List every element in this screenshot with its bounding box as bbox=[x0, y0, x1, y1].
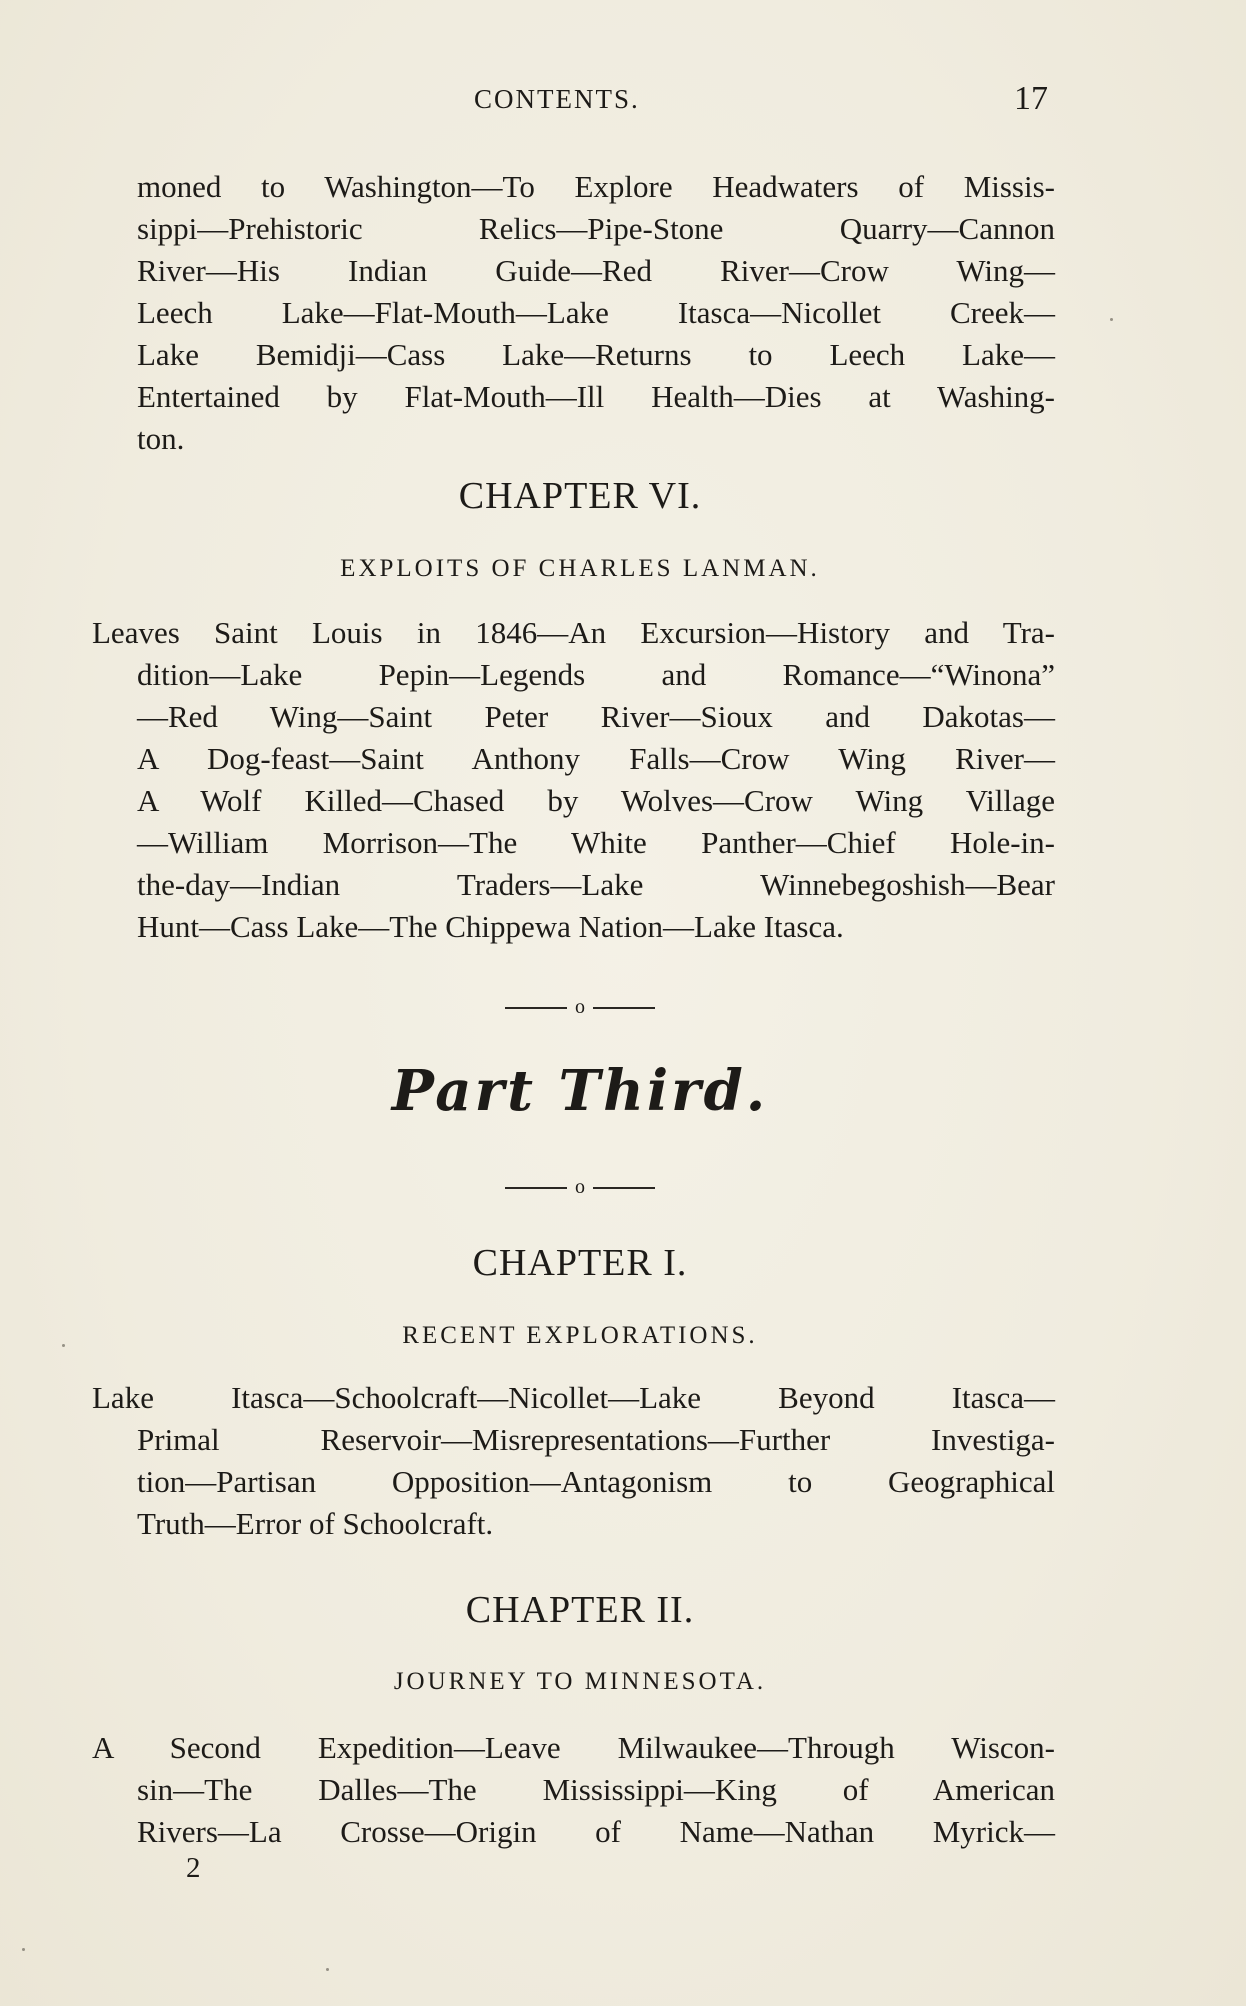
text-line: dition—Lake Pepin—Legends and Romance—“Winona” bbox=[137, 657, 1055, 692]
text-line: —William Morrison—The White Panther—Chief Hole-in- bbox=[137, 825, 1055, 860]
paper-speck bbox=[62, 1344, 65, 1347]
signature-mark: 2 bbox=[186, 1852, 201, 1884]
text-line: tion—Partisan Opposition—Antagonism to Geographical bbox=[137, 1464, 1055, 1499]
text-line: Lake Itasca—Schoolcraft—Nicollet—Lake Beyond Itasca— bbox=[92, 1380, 1055, 1415]
text-line: A Dog-feast—Saint Anthony Falls—Crow Wing River— bbox=[137, 741, 1055, 776]
text-line: Primal Reservoir—Misrepresentations—Further Investiga- bbox=[137, 1422, 1055, 1457]
text-line: Leaves Saint Louis in 1846—An Excursion—History and Tra- bbox=[92, 615, 1055, 650]
text-line: River—His Indian Guide—Red River—Crow Wing— bbox=[137, 253, 1055, 288]
page-number: 17 bbox=[1014, 80, 1048, 117]
text-line: Truth—Error of Schoolcraft. bbox=[137, 1506, 494, 1541]
text-line: A Wolf Killed—Chased by Wolves—Crow Wing Village bbox=[137, 783, 1055, 818]
rule-segment bbox=[593, 1187, 655, 1189]
ornament-rule bbox=[505, 1178, 655, 1198]
text-line: the-day—Indian Traders—Lake Winnebegoshish—Bear bbox=[137, 867, 1055, 902]
chapter-subtitle: JOURNEY TO MINNESOTA. bbox=[393, 1668, 767, 1695]
intro-paragraph bbox=[137, 166, 1055, 460]
text-line: Leech Lake—Flat-Mouth—Lake Itasca—Nicollet Creek— bbox=[137, 295, 1055, 330]
text-line: Rivers—La Crosse—Origin of Name—Nathan Myrick— bbox=[137, 1814, 1055, 1849]
rule-segment bbox=[593, 1007, 655, 1009]
text-line: —Red Wing—Saint Peter River—Sioux and Dakotas— bbox=[137, 699, 1055, 734]
chapter-title: CHAPTER I. bbox=[472, 1242, 688, 1284]
ornament-rule bbox=[505, 998, 655, 1018]
chapter-subtitle: RECENT EXPLORATIONS. bbox=[402, 1322, 758, 1349]
text-line: Hunt—Cass Lake—The Chippewa Nation—Lake Itasca. bbox=[137, 909, 844, 944]
chapter-title: CHAPTER II. bbox=[465, 1589, 695, 1631]
rule-segment bbox=[505, 1007, 567, 1009]
text-line: Lake Bemidji—Cass Lake—Returns to Leech Lake— bbox=[137, 337, 1055, 372]
chapter-subtitle: EXPLOITS OF CHARLES LANMAN. bbox=[340, 555, 820, 582]
paper-speck bbox=[326, 1968, 329, 1971]
paper-speck bbox=[22, 1948, 25, 1951]
rule-mark: o bbox=[575, 996, 585, 1018]
chapter-summary bbox=[92, 1727, 1055, 1853]
text-line: A Second Expedition—Leave Milwaukee—Through Wiscon- bbox=[92, 1730, 1055, 1765]
text-line: sippi—Prehistoric Relics—Pipe-Stone Quarry—Cannon bbox=[137, 211, 1055, 246]
text-line: Entertained by Flat-Mouth—Ill Health—Dies at Washing- bbox=[137, 379, 1055, 414]
chapter-summary bbox=[92, 1377, 1055, 1545]
text-line: moned to Washington—To Explore Headwaters of Missis- bbox=[137, 169, 1055, 204]
rule-mark: o bbox=[575, 1176, 585, 1198]
text-line: ton. bbox=[137, 421, 185, 456]
text-line: sin—The Dalles—The Mississippi—King of American bbox=[137, 1772, 1055, 1807]
part-title: Part Third. bbox=[391, 1058, 769, 1124]
paper-speck bbox=[1110, 318, 1113, 321]
running-head bbox=[0, 80, 1246, 120]
chapter-summary bbox=[92, 612, 1055, 948]
running-title: CONTENTS. bbox=[474, 84, 640, 114]
chapter-title: CHAPTER VI. bbox=[458, 475, 702, 517]
rule-segment bbox=[505, 1187, 567, 1189]
